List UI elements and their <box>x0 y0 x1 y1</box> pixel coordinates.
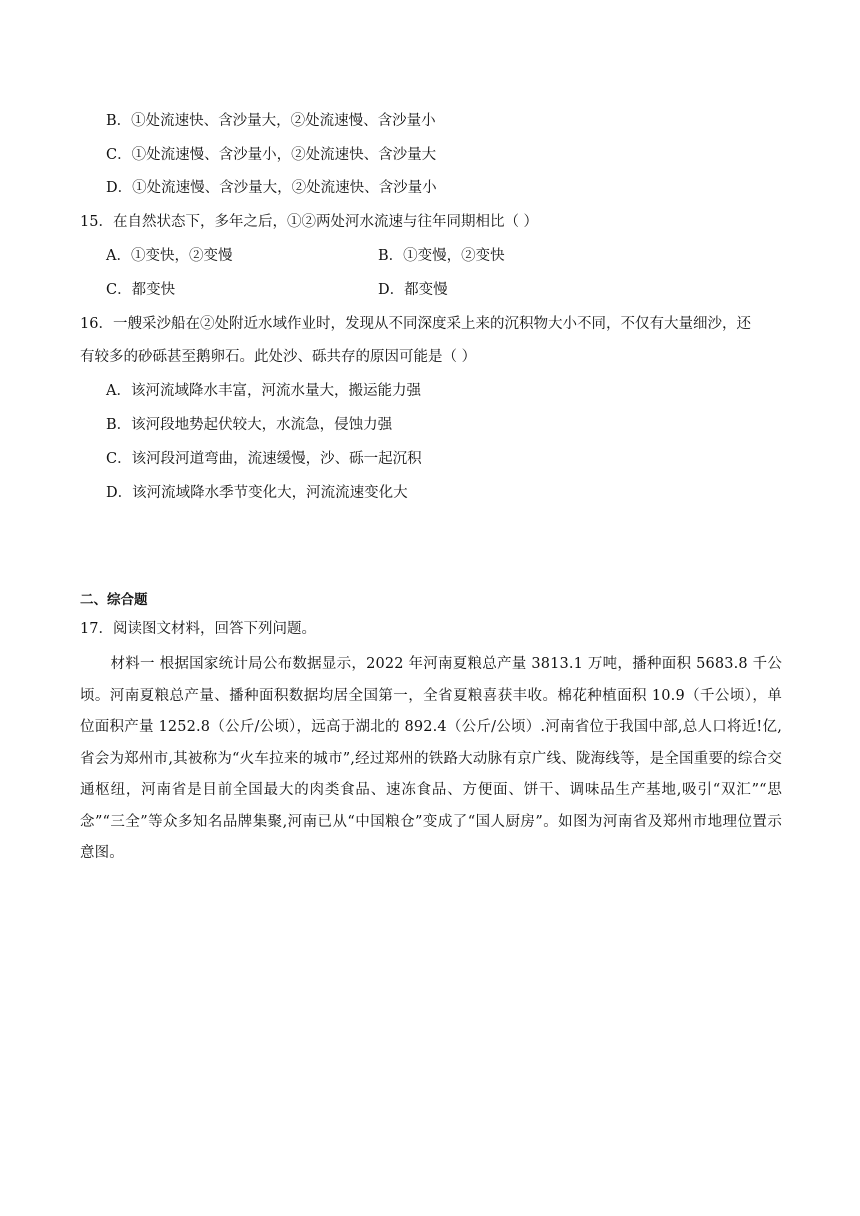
q16-option-b: B．该河段地势起伏较大，水流急，侵蚀力强 <box>106 417 393 433</box>
q14-option-c: C．①处流速慢、含沙量小，②处流速快、含沙量大 <box>106 147 437 163</box>
q15-option-c: C．都变快 <box>106 282 176 298</box>
q15-option-d: D．都变慢 <box>378 282 448 298</box>
q17-stem: 17．阅读图文材料，回答下列问题。 <box>80 621 316 637</box>
q15-option-b: B．①变慢，②变快 <box>378 248 505 264</box>
section-heading: 二、综合题 <box>80 592 148 608</box>
q14-option-b: B．①处流速快、含沙量大，②处流速慢、含沙量小 <box>106 113 436 129</box>
q16-option-a: A．该河流域降水丰富，河流水量大，搬运能力强 <box>106 383 421 399</box>
q17-material-paragraph: 材料一 根据国家统计局公布数据显示，2022 年河南夏粮总产量 3813.1 万吨，播种面积 5683.8 千公顷。河南夏粮总产量、播种面积数据均居全国第一，全省夏粮喜获丰收。棉花种植面积 10.9（千公顷），单位面积产量 1252.8（公斤/公顷），远高于湖北的 892.4（公斤/公顷）.河南省位于我国中部,总人口将近!亿,省会为郑州市,其被称为“火车拉来的城市”,经过郑州的铁路大动脉有京广线、陇海线等，是全国重要的综合交通枢纽，河南省是目前全国最大的肉类食品、速冻食品、方便面、饼干、调味品生产基地,吸引“双汇”“思念”“三全”等众多知名品牌集聚,河南已从“中国粮仓”变成了“国人厨房”。如图为河南省及郑州市地理位置示意图。 <box>80 656 782 861</box>
q16-option-c: C．该河段河道弯曲，流速缓慢，沙、砾一起沉积 <box>106 451 422 467</box>
q14-option-d: D．①处流速慢、含沙量大，②处流速快、含沙量小 <box>106 180 437 196</box>
q15-option-a: A．①变快，②变慢 <box>106 248 233 264</box>
q16-stem-line2: 有较多的砂砾甚至鹅卵石。此处沙、砾共存的原因可能是（ ） <box>80 349 477 365</box>
q16-option-d: D．该河流域降水季节变化大，河流流速变化大 <box>106 485 408 501</box>
q15-stem: 15．在自然状态下，多年之后，①②两处河水流速与往年同期相比（ ） <box>80 214 539 230</box>
q16-stem-line1: 16．一艘采沙船在②处附近水域作业时，发现从不同深度采上来的沉积物大小不同，不仅有大量细沙，还 <box>80 316 751 332</box>
